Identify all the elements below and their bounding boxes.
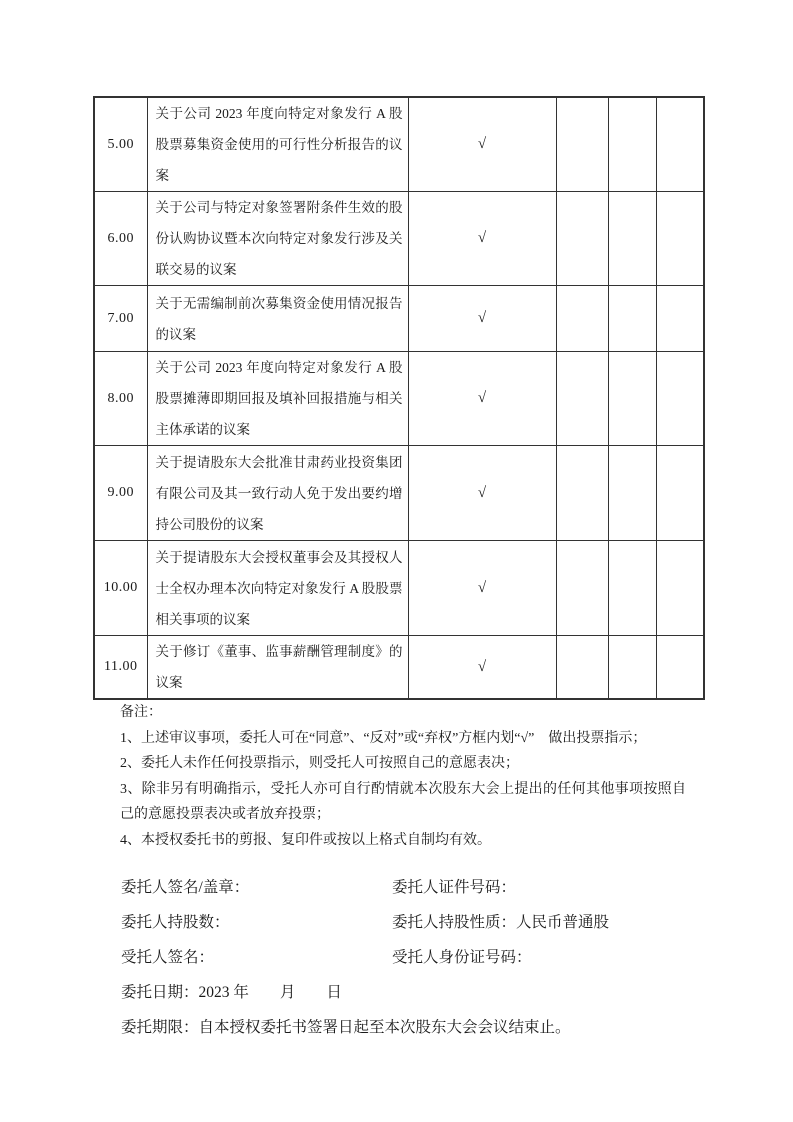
principal-signature-label: 委托人签名/盖章： xyxy=(121,879,250,896)
proposal-title: 关于提请股东大会授权董事会及其授权人士全权办理本次向特定对象发行 A 股股票相关事项的议案 xyxy=(147,541,408,636)
note-item: 4、本授权委托书的剪报、复印件或按以上格式自制均有效。 xyxy=(120,832,491,848)
vote-empty-cell xyxy=(608,446,656,541)
vote-empty-cell xyxy=(556,97,608,192)
signature-row xyxy=(121,877,721,912)
vote-empty-cell xyxy=(556,286,608,352)
proxy-term-label: 委托期限：自本授权委托书签署日起至本次股东大会会议结束止。 xyxy=(121,1019,571,1036)
proposal-title: 关于公司 2023 年度向特定对象发行 A 股股票摊薄即期回报及填补回报措施与相关主体承诺的议案 xyxy=(147,352,408,446)
vote-check-cell: √ xyxy=(408,192,556,286)
proposal-title: 关于提请股东大会批准甘肃药业投资集团有限公司及其一致行动人免于发出要约增持公司股份的议案 xyxy=(147,446,408,541)
proposal-number: 7.00 xyxy=(94,286,147,352)
vote-check-cell: √ xyxy=(408,352,556,446)
proposal-number: 6.00 xyxy=(94,192,147,286)
proposal-title: 关于公司与特定对象签署附条件生效的股份认购协议暨本次向特定对象发行涉及关联交易的议案 xyxy=(147,192,408,286)
proposal-title: 关于公司 2023 年度向特定对象发行 A 股股票募集资金使用的可行性分析报告的议案 xyxy=(147,97,408,192)
vote-empty-cell xyxy=(608,192,656,286)
note-item: 3、除非另有明确指示，受托人亦可自行酌情就本次股东大会上提出的任何其他事项按照自己的意愿投票表决或者放弃投票； xyxy=(120,781,686,822)
vote-check-cell: √ xyxy=(408,636,556,700)
proposal-row xyxy=(94,446,704,541)
proposal-number: 5.00 xyxy=(94,97,147,192)
proposal-title: 关于无需编制前次募集资金使用情况报告的议案 xyxy=(147,286,408,352)
signature-section xyxy=(121,877,721,1052)
vote-empty-cell xyxy=(608,636,656,700)
vote-empty-cell xyxy=(556,352,608,446)
proposal-number: 11.00 xyxy=(94,636,147,700)
note-item: 2、委托人未作任何投票指示，则受托人可按照自己的意愿表决； xyxy=(120,756,519,771)
vote-check-cell: √ xyxy=(408,97,556,192)
signature-row xyxy=(121,1017,721,1052)
proposal-vote-table xyxy=(93,96,705,700)
vote-empty-cell xyxy=(608,541,656,636)
signature-row xyxy=(121,982,721,1017)
vote-empty-cell xyxy=(556,541,608,636)
proposal-number: 9.00 xyxy=(94,446,147,541)
vote-empty-cell xyxy=(656,446,704,541)
proxy-id-number-label: 受托人身份证号码： xyxy=(392,949,532,966)
vote-empty-cell xyxy=(656,541,704,636)
proposal-row xyxy=(94,286,704,352)
proposal-row xyxy=(94,192,704,286)
notes-section xyxy=(120,700,686,853)
proposal-number: 10.00 xyxy=(94,541,147,636)
principal-id-number-label: 委托人证件号码： xyxy=(392,879,517,896)
proposal-title: 关于修订《董事、监事薪酬管理制度》的议案 xyxy=(147,636,408,700)
vote-empty-cell xyxy=(608,352,656,446)
proxy-signature-label: 受托人签名： xyxy=(121,949,215,966)
proposal-row xyxy=(94,352,704,446)
proposal-row xyxy=(94,97,704,192)
principal-shares-held-label: 委托人持股数： xyxy=(121,914,230,931)
proposal-row xyxy=(94,636,704,700)
vote-empty-cell xyxy=(556,446,608,541)
vote-empty-cell xyxy=(608,286,656,352)
vote-check-cell: √ xyxy=(408,446,556,541)
notes-label: 备注： xyxy=(120,705,162,720)
proxy-date-label: 委托日期：2023 年 月 日 xyxy=(121,984,342,1001)
vote-empty-cell xyxy=(656,636,704,700)
vote-empty-cell xyxy=(656,192,704,286)
note-item: 1、上述审议事项，委托人可在“同意”、“反对”或“弃权”方框内划“√” 做出投票指示； xyxy=(120,730,647,746)
proposal-number: 8.00 xyxy=(94,352,147,446)
vote-empty-cell xyxy=(608,97,656,192)
proposal-row xyxy=(94,541,704,636)
vote-empty-cell xyxy=(556,192,608,286)
vote-check-cell: √ xyxy=(408,286,556,352)
vote-empty-cell xyxy=(556,636,608,700)
vote-empty-cell xyxy=(656,97,704,192)
vote-check-cell: √ xyxy=(408,541,556,636)
signature-row xyxy=(121,912,721,947)
signature-row xyxy=(121,947,721,982)
vote-empty-cell xyxy=(656,352,704,446)
principal-share-type-label: 委托人持股性质：人民币普通股 xyxy=(392,914,610,931)
vote-empty-cell xyxy=(656,286,704,352)
